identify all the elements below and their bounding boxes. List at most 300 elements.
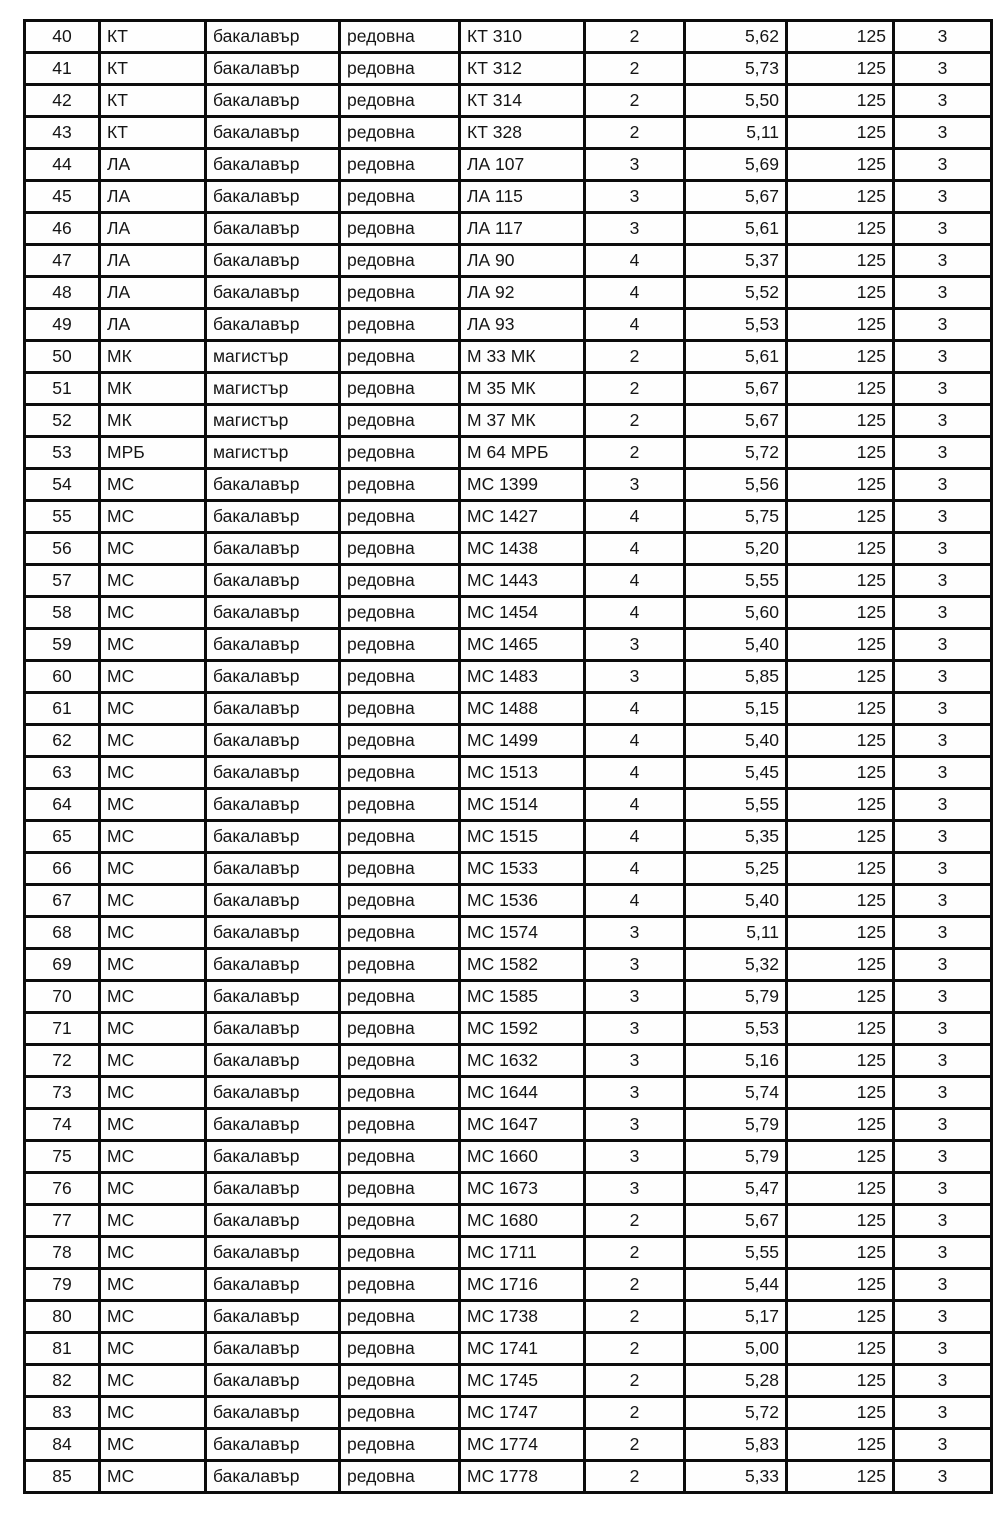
cell-abbr: МС xyxy=(100,757,206,789)
cell-degree: бакалавър xyxy=(206,1237,340,1269)
cell-abbr: ЛА xyxy=(100,277,206,309)
table-row xyxy=(25,469,992,501)
cell-count: 3 xyxy=(894,853,992,885)
cell-sum: 125 xyxy=(787,373,894,405)
cell-grade: 5,60 xyxy=(685,597,787,629)
cell-sum: 125 xyxy=(787,245,894,277)
cell-row-number: 78 xyxy=(25,1237,100,1269)
cell-form: редовна xyxy=(340,117,460,149)
cell-count: 3 xyxy=(894,533,992,565)
cell-id: МС 1644 xyxy=(460,1077,585,1109)
cell-grade: 5,47 xyxy=(685,1173,787,1205)
cell-id: КТ 328 xyxy=(460,117,585,149)
table-row xyxy=(25,1045,992,1077)
cell-count: 3 xyxy=(894,1077,992,1109)
cell-sum: 125 xyxy=(787,661,894,693)
cell-abbr: МК xyxy=(100,341,206,373)
cell-abbr: МС xyxy=(100,821,206,853)
table-row xyxy=(25,1013,992,1045)
cell-id: ЛА 93 xyxy=(460,309,585,341)
cell-row-number: 52 xyxy=(25,405,100,437)
cell-num: 4 xyxy=(585,725,685,757)
cell-form: редовна xyxy=(340,853,460,885)
cell-id: МС 1745 xyxy=(460,1365,585,1397)
cell-sum: 125 xyxy=(787,1301,894,1333)
cell-form: редовна xyxy=(340,757,460,789)
cell-grade: 5,11 xyxy=(685,117,787,149)
cell-count: 3 xyxy=(894,1461,992,1493)
cell-row-number: 83 xyxy=(25,1397,100,1429)
cell-abbr: МС xyxy=(100,1301,206,1333)
table-row xyxy=(25,757,992,789)
cell-grade: 5,52 xyxy=(685,277,787,309)
cell-num: 2 xyxy=(585,1269,685,1301)
cell-count: 3 xyxy=(894,1333,992,1365)
cell-num: 3 xyxy=(585,469,685,501)
cell-abbr: КТ xyxy=(100,85,206,117)
cell-degree: бакалавър xyxy=(206,1397,340,1429)
cell-count: 3 xyxy=(894,437,992,469)
table-row xyxy=(25,1141,992,1173)
cell-form: редовна xyxy=(340,181,460,213)
cell-id: МС 1711 xyxy=(460,1237,585,1269)
table-row xyxy=(25,533,992,565)
cell-abbr: МС xyxy=(100,629,206,661)
cell-sum: 125 xyxy=(787,1173,894,1205)
cell-sum: 125 xyxy=(787,1397,894,1429)
cell-num: 2 xyxy=(585,1397,685,1429)
table-row xyxy=(25,149,992,181)
cell-abbr: МС xyxy=(100,1205,206,1237)
cell-id: ЛА 107 xyxy=(460,149,585,181)
cell-abbr: МС xyxy=(100,469,206,501)
cell-grade: 5,40 xyxy=(685,885,787,917)
cell-grade: 5,32 xyxy=(685,949,787,981)
cell-form: редовна xyxy=(340,85,460,117)
cell-form: редовна xyxy=(340,981,460,1013)
cell-num: 3 xyxy=(585,917,685,949)
cell-num: 4 xyxy=(585,821,685,853)
cell-num: 2 xyxy=(585,1429,685,1461)
cell-count: 3 xyxy=(894,629,992,661)
cell-sum: 125 xyxy=(787,53,894,85)
cell-sum: 125 xyxy=(787,1333,894,1365)
cell-degree: бакалавър xyxy=(206,213,340,245)
cell-abbr: МС xyxy=(100,1045,206,1077)
cell-num: 3 xyxy=(585,1141,685,1173)
cell-degree: бакалавър xyxy=(206,629,340,661)
cell-grade: 5,20 xyxy=(685,533,787,565)
cell-row-number: 67 xyxy=(25,885,100,917)
cell-row-number: 69 xyxy=(25,949,100,981)
cell-num: 4 xyxy=(585,501,685,533)
cell-row-number: 74 xyxy=(25,1109,100,1141)
cell-grade: 5,44 xyxy=(685,1269,787,1301)
cell-form: редовна xyxy=(340,213,460,245)
cell-form: редовна xyxy=(340,341,460,373)
cell-count: 3 xyxy=(894,757,992,789)
table-row xyxy=(25,629,992,661)
cell-degree: бакалавър xyxy=(206,821,340,853)
cell-grade: 5,40 xyxy=(685,629,787,661)
cell-num: 4 xyxy=(585,789,685,821)
table-row xyxy=(25,1077,992,1109)
cell-degree: бакалавър xyxy=(206,1173,340,1205)
cell-abbr: МС xyxy=(100,1141,206,1173)
cell-id: М 33 МК xyxy=(460,341,585,373)
cell-count: 3 xyxy=(894,1301,992,1333)
cell-row-number: 81 xyxy=(25,1333,100,1365)
cell-row-number: 72 xyxy=(25,1045,100,1077)
cell-form: редовна xyxy=(340,1173,460,1205)
cell-abbr: МС xyxy=(100,725,206,757)
cell-sum: 125 xyxy=(787,309,894,341)
cell-form: редовна xyxy=(340,1109,460,1141)
table-row xyxy=(25,277,992,309)
cell-count: 3 xyxy=(894,85,992,117)
cell-id: МС 1738 xyxy=(460,1301,585,1333)
cell-abbr: ЛА xyxy=(100,181,206,213)
cell-form: редовна xyxy=(340,565,460,597)
cell-id: МС 1747 xyxy=(460,1397,585,1429)
cell-form: редовна xyxy=(340,1429,460,1461)
cell-num: 2 xyxy=(585,437,685,469)
cell-row-number: 41 xyxy=(25,53,100,85)
cell-degree: бакалавър xyxy=(206,565,340,597)
cell-id: КТ 314 xyxy=(460,85,585,117)
cell-sum: 125 xyxy=(787,1013,894,1045)
cell-grade: 5,69 xyxy=(685,149,787,181)
cell-id: МС 1515 xyxy=(460,821,585,853)
cell-count: 3 xyxy=(894,1013,992,1045)
cell-abbr: МС xyxy=(100,533,206,565)
cell-abbr: МС xyxy=(100,1429,206,1461)
table-row xyxy=(25,245,992,277)
cell-form: редовна xyxy=(340,597,460,629)
cell-num: 3 xyxy=(585,1045,685,1077)
cell-sum: 125 xyxy=(787,1077,894,1109)
table-row xyxy=(25,725,992,757)
cell-num: 2 xyxy=(585,1301,685,1333)
cell-num: 4 xyxy=(585,245,685,277)
table-row xyxy=(25,885,992,917)
cell-sum: 125 xyxy=(787,757,894,789)
table-row xyxy=(25,117,992,149)
cell-abbr: МК xyxy=(100,373,206,405)
cell-row-number: 55 xyxy=(25,501,100,533)
cell-count: 3 xyxy=(894,1109,992,1141)
cell-degree: бакалавър xyxy=(206,469,340,501)
table-row xyxy=(25,821,992,853)
table-row xyxy=(25,981,992,1013)
cell-row-number: 73 xyxy=(25,1077,100,1109)
cell-form: редовна xyxy=(340,405,460,437)
cell-grade: 5,85 xyxy=(685,661,787,693)
cell-id: МС 1513 xyxy=(460,757,585,789)
table-row xyxy=(25,1269,992,1301)
cell-degree: бакалавър xyxy=(206,789,340,821)
cell-id: МС 1673 xyxy=(460,1173,585,1205)
cell-count: 3 xyxy=(894,1205,992,1237)
cell-form: редовна xyxy=(340,53,460,85)
cell-grade: 5,72 xyxy=(685,1397,787,1429)
cell-form: редовна xyxy=(340,1237,460,1269)
cell-num: 4 xyxy=(585,309,685,341)
cell-form: редовна xyxy=(340,501,460,533)
table-row xyxy=(25,565,992,597)
cell-num: 3 xyxy=(585,213,685,245)
cell-grade: 5,33 xyxy=(685,1461,787,1493)
cell-num: 2 xyxy=(585,1205,685,1237)
cell-id: ЛА 90 xyxy=(460,245,585,277)
cell-sum: 125 xyxy=(787,85,894,117)
cell-id: МС 1680 xyxy=(460,1205,585,1237)
cell-row-number: 42 xyxy=(25,85,100,117)
cell-degree: бакалавър xyxy=(206,181,340,213)
cell-sum: 125 xyxy=(787,21,894,53)
cell-form: редовна xyxy=(340,245,460,277)
cell-id: МС 1585 xyxy=(460,981,585,1013)
cell-num: 3 xyxy=(585,629,685,661)
cell-row-number: 75 xyxy=(25,1141,100,1173)
cell-id: МС 1778 xyxy=(460,1461,585,1493)
table-row xyxy=(25,85,992,117)
table-row xyxy=(25,1205,992,1237)
cell-grade: 5,55 xyxy=(685,789,787,821)
cell-abbr: МС xyxy=(100,693,206,725)
cell-abbr: МС xyxy=(100,1237,206,1269)
cell-id: КТ 310 xyxy=(460,21,585,53)
cell-num: 4 xyxy=(585,757,685,789)
cell-degree: магистър xyxy=(206,373,340,405)
cell-count: 3 xyxy=(894,1237,992,1269)
cell-abbr: МРБ xyxy=(100,437,206,469)
table-row xyxy=(25,789,992,821)
cell-degree: бакалавър xyxy=(206,53,340,85)
cell-sum: 125 xyxy=(787,1109,894,1141)
cell-sum: 125 xyxy=(787,1141,894,1173)
cell-form: редовна xyxy=(340,373,460,405)
cell-id: МС 1443 xyxy=(460,565,585,597)
cell-degree: бакалавър xyxy=(206,949,340,981)
cell-sum: 125 xyxy=(787,917,894,949)
cell-abbr: МС xyxy=(100,1365,206,1397)
cell-abbr: МС xyxy=(100,1077,206,1109)
cell-row-number: 57 xyxy=(25,565,100,597)
cell-row-number: 71 xyxy=(25,1013,100,1045)
cell-form: редовна xyxy=(340,1141,460,1173)
cell-num: 2 xyxy=(585,373,685,405)
cell-degree: бакалавър xyxy=(206,597,340,629)
cell-count: 3 xyxy=(894,469,992,501)
cell-id: ЛА 115 xyxy=(460,181,585,213)
cell-sum: 125 xyxy=(787,117,894,149)
table-row xyxy=(25,405,992,437)
cell-degree: бакалавър xyxy=(206,149,340,181)
cell-grade: 5,53 xyxy=(685,1013,787,1045)
cell-sum: 125 xyxy=(787,149,894,181)
cell-sum: 125 xyxy=(787,949,894,981)
cell-id: МС 1499 xyxy=(460,725,585,757)
cell-row-number: 82 xyxy=(25,1365,100,1397)
cell-grade: 5,67 xyxy=(685,1205,787,1237)
cell-row-number: 58 xyxy=(25,597,100,629)
cell-form: редовна xyxy=(340,885,460,917)
cell-degree: бакалавър xyxy=(206,1141,340,1173)
cell-count: 3 xyxy=(894,341,992,373)
cell-id: МС 1536 xyxy=(460,885,585,917)
cell-num: 3 xyxy=(585,661,685,693)
cell-abbr: ЛА xyxy=(100,245,206,277)
cell-id: МС 1582 xyxy=(460,949,585,981)
cell-num: 4 xyxy=(585,597,685,629)
cell-grade: 5,79 xyxy=(685,981,787,1013)
cell-grade: 5,50 xyxy=(685,85,787,117)
cell-degree: бакалавър xyxy=(206,1077,340,1109)
cell-form: редовна xyxy=(340,821,460,853)
cell-degree: бакалавър xyxy=(206,981,340,1013)
cell-sum: 125 xyxy=(787,405,894,437)
cell-form: редовна xyxy=(340,1397,460,1429)
cell-row-number: 50 xyxy=(25,341,100,373)
cell-abbr: МС xyxy=(100,1173,206,1205)
cell-num: 2 xyxy=(585,85,685,117)
cell-count: 3 xyxy=(894,565,992,597)
cell-row-number: 80 xyxy=(25,1301,100,1333)
cell-grade: 5,45 xyxy=(685,757,787,789)
cell-grade: 5,83 xyxy=(685,1429,787,1461)
cell-degree: бакалавър xyxy=(206,853,340,885)
table-row xyxy=(25,341,992,373)
cell-grade: 5,25 xyxy=(685,853,787,885)
cell-count: 3 xyxy=(894,309,992,341)
cell-abbr: МС xyxy=(100,1269,206,1301)
cell-sum: 125 xyxy=(787,565,894,597)
cell-form: редовна xyxy=(340,661,460,693)
cell-row-number: 59 xyxy=(25,629,100,661)
cell-grade: 5,67 xyxy=(685,181,787,213)
cell-degree: бакалавър xyxy=(206,1301,340,1333)
cell-count: 3 xyxy=(894,1365,992,1397)
cell-num: 4 xyxy=(585,693,685,725)
cell-sum: 125 xyxy=(787,981,894,1013)
cell-num: 3 xyxy=(585,949,685,981)
cell-num: 4 xyxy=(585,533,685,565)
cell-row-number: 60 xyxy=(25,661,100,693)
cell-grade: 5,62 xyxy=(685,21,787,53)
cell-id: ЛА 117 xyxy=(460,213,585,245)
cell-row-number: 62 xyxy=(25,725,100,757)
table-row xyxy=(25,53,992,85)
cell-id: МС 1592 xyxy=(460,1013,585,1045)
cell-count: 3 xyxy=(894,277,992,309)
cell-count: 3 xyxy=(894,1173,992,1205)
cell-abbr: МС xyxy=(100,1397,206,1429)
cell-num: 2 xyxy=(585,1333,685,1365)
cell-abbr: МС xyxy=(100,1013,206,1045)
cell-count: 3 xyxy=(894,149,992,181)
cell-grade: 5,67 xyxy=(685,405,787,437)
cell-count: 3 xyxy=(894,661,992,693)
cell-num: 4 xyxy=(585,853,685,885)
cell-row-number: 63 xyxy=(25,757,100,789)
table-row xyxy=(25,1301,992,1333)
cell-abbr: МС xyxy=(100,1333,206,1365)
cell-count: 3 xyxy=(894,53,992,85)
cell-degree: бакалавър xyxy=(206,1365,340,1397)
cell-degree: бакалавър xyxy=(206,1109,340,1141)
cell-count: 3 xyxy=(894,885,992,917)
cell-degree: бакалавър xyxy=(206,885,340,917)
cell-id: МС 1514 xyxy=(460,789,585,821)
cell-num: 3 xyxy=(585,1013,685,1045)
cell-abbr: МС xyxy=(100,501,206,533)
cell-id: МС 1660 xyxy=(460,1141,585,1173)
cell-form: редовна xyxy=(340,149,460,181)
cell-count: 3 xyxy=(894,21,992,53)
table-row xyxy=(25,693,992,725)
cell-count: 3 xyxy=(894,373,992,405)
cell-count: 3 xyxy=(894,245,992,277)
cell-degree: бакалавър xyxy=(206,1429,340,1461)
cell-sum: 125 xyxy=(787,469,894,501)
cell-form: редовна xyxy=(340,693,460,725)
cell-row-number: 49 xyxy=(25,309,100,341)
cell-sum: 125 xyxy=(787,1205,894,1237)
table-row xyxy=(25,373,992,405)
cell-count: 3 xyxy=(894,789,992,821)
cell-num: 2 xyxy=(585,405,685,437)
cell-degree: бакалавър xyxy=(206,309,340,341)
cell-form: редовна xyxy=(340,1301,460,1333)
cell-num: 2 xyxy=(585,53,685,85)
data-table xyxy=(23,19,993,1494)
cell-num: 2 xyxy=(585,1365,685,1397)
cell-count: 3 xyxy=(894,213,992,245)
cell-row-number: 54 xyxy=(25,469,100,501)
cell-degree: бакалавър xyxy=(206,117,340,149)
cell-degree: бакалавър xyxy=(206,501,340,533)
cell-row-number: 45 xyxy=(25,181,100,213)
table-row xyxy=(25,1461,992,1493)
cell-grade: 5,75 xyxy=(685,501,787,533)
cell-sum: 125 xyxy=(787,181,894,213)
cell-num: 2 xyxy=(585,1461,685,1493)
cell-abbr: МК xyxy=(100,405,206,437)
cell-abbr: КТ xyxy=(100,53,206,85)
cell-sum: 125 xyxy=(787,629,894,661)
cell-degree: магистър xyxy=(206,437,340,469)
cell-degree: бакалавър xyxy=(206,1205,340,1237)
cell-count: 3 xyxy=(894,1141,992,1173)
cell-form: редовна xyxy=(340,629,460,661)
cell-count: 3 xyxy=(894,597,992,629)
cell-sum: 125 xyxy=(787,853,894,885)
cell-degree: бакалавър xyxy=(206,277,340,309)
cell-count: 3 xyxy=(894,117,992,149)
table-row xyxy=(25,949,992,981)
cell-degree: бакалавър xyxy=(206,693,340,725)
cell-grade: 5,11 xyxy=(685,917,787,949)
cell-form: редовна xyxy=(340,1205,460,1237)
cell-grade: 5,35 xyxy=(685,821,787,853)
cell-degree: бакалавър xyxy=(206,1013,340,1045)
cell-num: 3 xyxy=(585,1077,685,1109)
cell-form: редовна xyxy=(340,1461,460,1493)
cell-abbr: МС xyxy=(100,661,206,693)
table-row xyxy=(25,501,992,533)
cell-sum: 125 xyxy=(787,789,894,821)
